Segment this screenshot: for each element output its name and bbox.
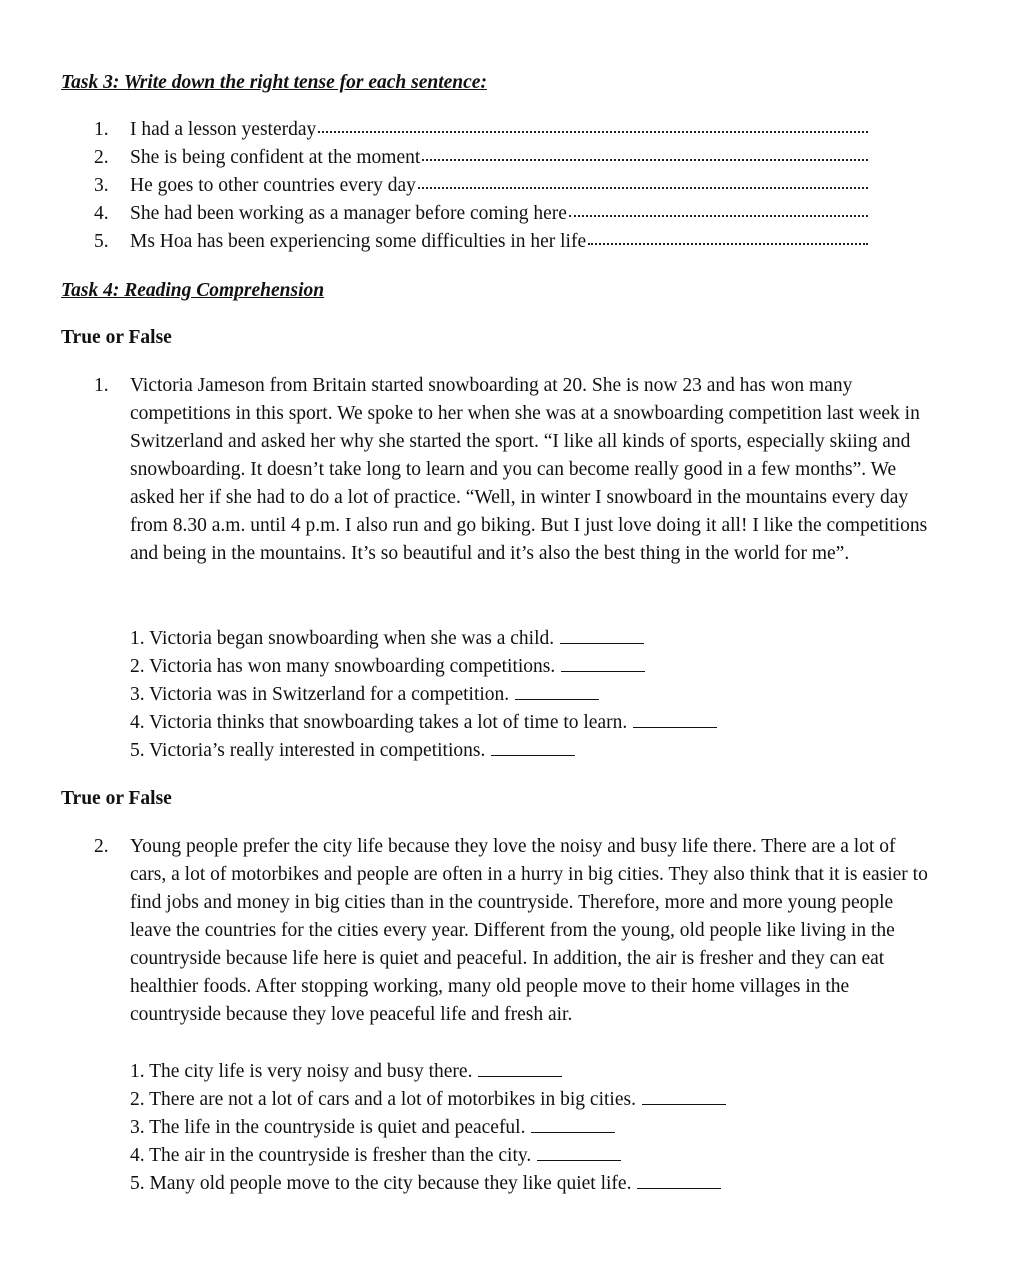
answer-blank[interactable] [642,1086,726,1105]
passage-number: 2. [94,836,109,857]
task4-heading: Task 4: Reading Comprehension [61,280,325,301]
passage-number: 1. [94,375,109,396]
statement-text: 5. Victoria’s really interested in competitions. [130,740,486,761]
statement-text: 3. Victoria was in Switzerland for a competition. [130,684,510,705]
answer-blank[interactable] [515,681,599,700]
task3-item [94,116,868,144]
answer-blank[interactable] [478,1058,562,1077]
passage-text: Young people prefer the city life because they love the noisy and busy life there. There are a lot of cars, a lot of motorbikes and people are often in a hurry in big cities. They also think that it is easier to find jobs and money in big cities than in the countryside. Therefore, more and more young people leave the countries for the cities every year. Different from the young, old people like living in the countryside because life here is quiet and peaceful. In addition, the air is fresher and they can eat healthier foods. After stopping working, many old people move to their home villages in the countryside because they love peaceful life and fresh air. [130,836,928,1025]
statement-text: 1. The city life is very noisy and busy there. [130,1061,473,1082]
answer-dotted-line[interactable] [588,242,868,245]
statement-text: 4. Victoria thinks that snowboarding takes a lot of time to learn. [130,712,628,733]
task3-item-text: Ms Hoa has been experiencing some difficulties in her life [130,231,587,252]
statement-list [130,1058,830,1198]
statement-text: 2. There are not a lot of cars and a lot of motorbikes in big cities. [130,1089,636,1110]
statement-text: 1. Victoria began snowboarding when she was a child. [130,628,555,649]
passage-text: Victoria Jameson from Britain started snowboarding at 20. She is now 23 and has won many competitions in this sport. We spoke to her when she was at a snowboarding competition last week in Switzerland and asked her why she started the sport. “I like all kinds of sports, especially skiing and snowboarding. It doesn’t take long to learn and you can become really good in a few months”. We asked her if she had to do a lot of practice. “Well, in winter I snowboard in the mountains every day from 8.30 a.m. until 4 p.m. I also run and go biking. But I just love doing it all! I like the competitions and being in the mountains. It’s so beautiful and it’s also the best thing in the world for me”. [130,375,928,564]
answer-dotted-line[interactable] [569,214,868,217]
section-subheading: True or False [61,327,172,348]
statement-text: 4. The air in the countryside is fresher than the city. [130,1145,532,1166]
task3-item-text: I had a lesson yesterday [130,119,317,140]
task3-item-text: She is being confident at the moment [130,147,421,168]
answer-blank[interactable] [531,1114,615,1133]
task3-item-number: 5. [94,231,109,252]
statement-item [130,625,830,653]
statement-item [130,1170,830,1198]
answer-blank[interactable] [491,737,575,756]
statement-item [130,1058,830,1086]
statement-text: 3. The life in the countryside is quiet and peaceful. [130,1117,526,1138]
answer-blank[interactable] [637,1170,721,1189]
statement-item [130,737,830,765]
statement-text: 2. Victoria has won many snowboarding competitions. [130,656,556,677]
answer-blank[interactable] [560,625,644,644]
reading-passage [94,372,944,568]
task3-item-number: 2. [94,147,109,168]
statement-item [130,653,830,681]
section-subheading: True or False [61,788,172,809]
answer-blank[interactable] [633,709,717,728]
statement-list [130,625,830,765]
task3-item [94,228,868,256]
statement-item [130,1086,830,1114]
statement-item [130,1114,830,1142]
answer-dotted-line[interactable] [418,186,868,189]
task3-list [94,116,868,256]
task3-item-number: 3. [94,175,109,196]
answer-dotted-line[interactable] [318,130,868,133]
task3-item-text: She had been working as a manager before coming here [130,203,567,224]
task3-item [94,144,868,172]
task3-item-number: 1. [94,119,109,140]
task3-item-text: He goes to other countries every day [130,175,416,196]
statement-item [130,709,830,737]
task3-item [94,200,868,228]
answer-blank[interactable] [537,1142,621,1161]
answer-dotted-line[interactable] [422,158,868,161]
statement-text: 5. Many old people move to the city because they like quiet life. [130,1173,632,1194]
task3-item-number: 4. [94,203,109,224]
reading-passage [94,833,944,1029]
statement-item [130,681,830,709]
task3-item [94,172,868,200]
statement-item [130,1142,830,1170]
answer-blank[interactable] [561,653,645,672]
task3-heading: Task 3: Write down the right tense for each sentence: [61,72,487,93]
